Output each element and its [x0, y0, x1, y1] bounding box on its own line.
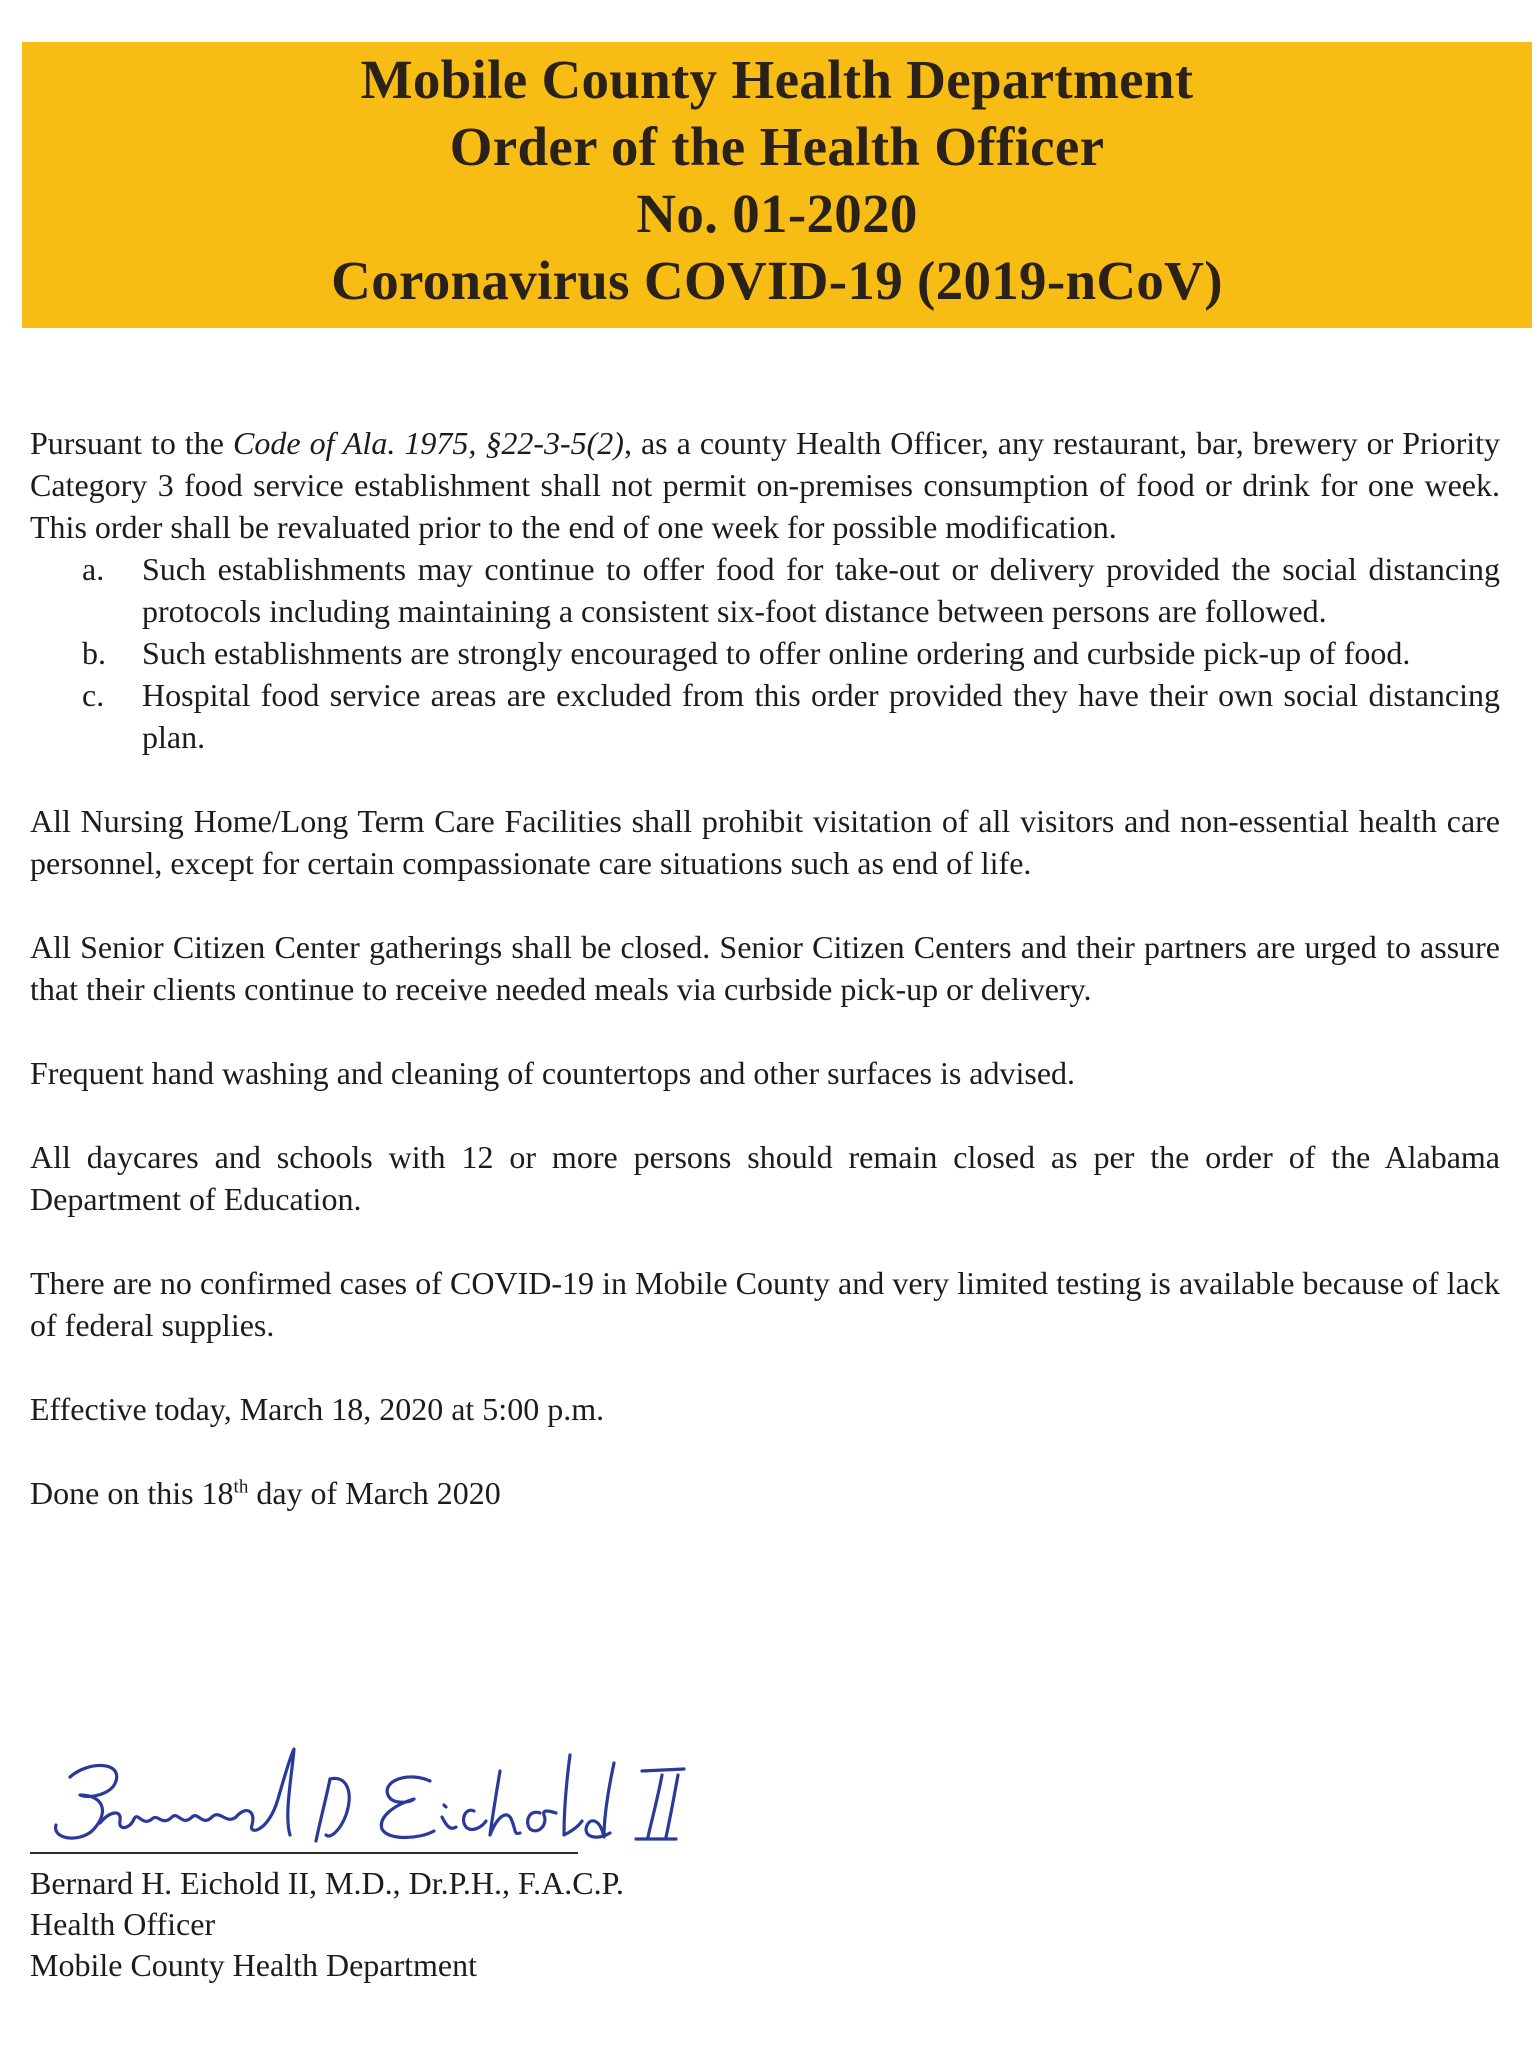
- testing-paragraph: There are no confirmed cases of COVID-19 in Mobile County and very limited testing is available because of lack of federal supplies.: [30, 1265, 1500, 1343]
- signatory-organization: Mobile County Health Department: [30, 1947, 478, 1983]
- nursing-home-paragraph: All Nursing Home/Long Term Care Facilities shall prohibit visitation of all visitors and non-essential health care personnel, except for certain compassionate care situations such as end of life.: [30, 803, 1500, 881]
- restaurant-provisions-list: [30, 548, 1500, 758]
- list-item-letter: a.: [82, 551, 105, 587]
- intro-paragraph: [30, 422, 1500, 548]
- list-item: [30, 632, 1500, 674]
- intro-text-end: , as a county Health Officer, any restaurant, bar, brewery or Priority Category 3 food service establishment shall not permit on-premises consumption of food or drink for one week. This order shall be revaluated prior to the end of one week for possible modification.: [30, 425, 1501, 545]
- list-item-text: Such establishments are strongly encouraged to offer online ordering and curbside pick-up of food.: [142, 635, 1411, 671]
- signature-block: [30, 1735, 830, 1983]
- list-item-letter: b.: [82, 635, 106, 671]
- done-date-prefix: Done on this 18: [30, 1475, 234, 1511]
- effective-date: Effective today, March 18, 2020 at 5:00 p.m.: [30, 1391, 605, 1427]
- ordinal-suffix: th: [233, 1476, 249, 1498]
- order-number: No. 01-2020: [636, 183, 918, 244]
- done-date: [30, 1472, 1500, 1514]
- signatory-title: Health Officer: [30, 1906, 216, 1942]
- signatory-details: [30, 1863, 624, 1986]
- order-subject: Coronavirus COVID-19 (2019-nCoV): [331, 250, 1223, 311]
- hand-washing-paragraph: Frequent hand washing and cleaning of countertops and other surfaces is advised.: [30, 1055, 1076, 1091]
- legal-citation: Code of Ala. 1975, §22-3-5(2): [233, 425, 624, 461]
- order-header-banner: [22, 42, 1532, 328]
- handwritten-signature: [30, 1735, 830, 1860]
- done-date-suffix: day of March 2020: [248, 1475, 501, 1511]
- list-item: [30, 674, 1500, 758]
- list-item-text: Hospital food service areas are excluded from this order provided they have their own social distancing plan.: [142, 677, 1500, 755]
- order-title: Order of the Health Officer: [449, 116, 1105, 177]
- intro-text-start: Pursuant to the: [30, 425, 234, 461]
- list-item: [30, 548, 1500, 632]
- schools-paragraph: All daycares and schools with 12 or more persons should remain closed as per the order of the Alabama Department of Education.: [30, 1139, 1500, 1217]
- list-item-text: Such establishments may continue to offer food for take-out or delivery provided the social distancing protocols including maintaining a consistent six-foot distance between persons are followed.: [142, 551, 1500, 629]
- department-title: Mobile County Health Department: [360, 49, 1194, 110]
- list-item-letter: c.: [82, 677, 105, 713]
- signatory-name: Bernard H. Eichold II, M.D., Dr.P.H., F.A.C.P.: [30, 1865, 624, 1901]
- senior-center-paragraph: All Senior Citizen Center gatherings shall be closed. Senior Citizen Centers and their partners are urged to assure that their clients continue to receive needed meals via curbside pick-up or delivery.: [30, 929, 1500, 1007]
- order-body: [30, 422, 1500, 1514]
- signature-line: [30, 1852, 578, 1854]
